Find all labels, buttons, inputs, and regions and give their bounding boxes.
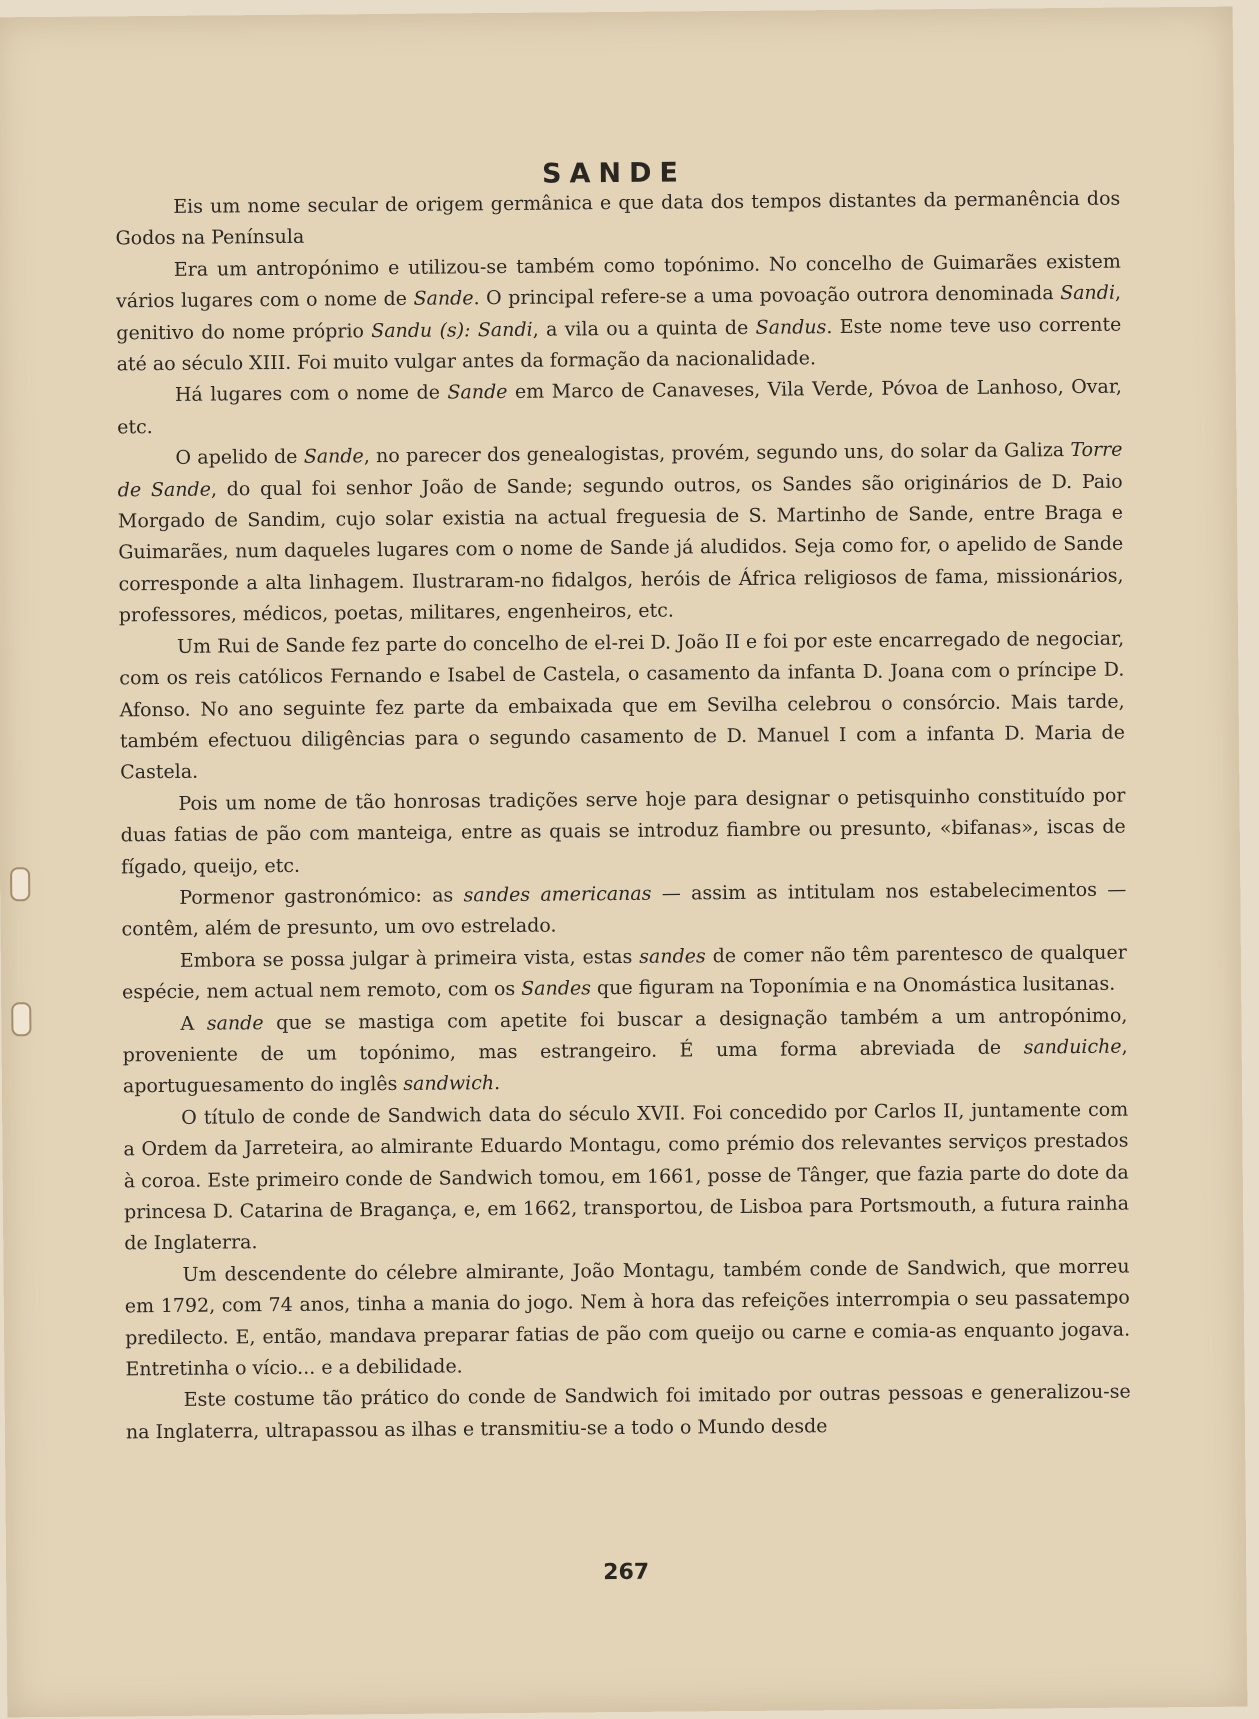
text-run: Há lugares com o nome de <box>174 381 448 407</box>
paragraph <box>115 184 1121 256</box>
italic-text: Sandes <box>521 977 592 1001</box>
text-run: O apelido de <box>175 445 304 470</box>
italic-text: sandes americanas <box>463 882 652 907</box>
article-body <box>115 184 1131 1449</box>
text-run: , a vila ou a quinta de <box>532 316 756 341</box>
text-run: Era um antropónimo e utilizou-se também como topónimo. No concelho de Guimarães existem vários lugares com o nome de <box>115 250 1121 313</box>
text-run: Pois um nome de tão honrosas tradições serve hoje para designar o petisquinho constituído por duas fatias de pão com manteiga, entre as quais se introduz fiambre ou presunto, «bifanas», iscas de fígado, queijo, etc. <box>120 784 1126 878</box>
italic-text: sandes <box>639 945 706 968</box>
page-number: 267 <box>603 1559 650 1586</box>
text-run: , aportuguesamento do inglês <box>122 1035 1128 1098</box>
italic-text: Torre de Sande <box>117 438 1123 502</box>
italic-text: Sande <box>447 381 508 404</box>
text-run: . O principal refere-se a uma povoação outrora denominada <box>473 282 1061 310</box>
binding-hole <box>10 867 30 901</box>
italic-text: sanduiche <box>1023 1035 1122 1059</box>
paragraph <box>120 780 1126 883</box>
binding-hole <box>11 1002 31 1036</box>
page-title: SANDE <box>541 157 687 190</box>
text-run: — assim as intitulam nos estabelecimentos — contêm, além de presunto, um ovo estrelado. <box>121 878 1127 941</box>
text-run: que se mastiga com apetite foi buscar a designação também a um antropónimo, proveniente de um topónimo, mas estrangeiro. É uma forma abreviada de <box>122 1004 1128 1067</box>
paragraph <box>117 435 1124 632</box>
text-run: . Este nome teve uso corrente até ao século XIII. Foi muito vulgar antes da formação da nacionalidade. <box>116 313 1122 376</box>
paragraph <box>116 246 1122 380</box>
italic-text: sandwich <box>403 1072 495 1096</box>
text-run: . <box>493 1072 501 1095</box>
italic-text: Sande <box>303 445 364 468</box>
italic-text: Sandus <box>755 315 827 339</box>
text-run: Pormenor gastronómico: as <box>179 884 464 909</box>
text-run: , no parecer dos genealogistas, provém, segundo uns, do solar da Galiza <box>363 439 1071 468</box>
paragraph <box>123 1094 1129 1260</box>
paragraph <box>124 1251 1130 1385</box>
text-run: , do qual foi senhor João de Sande; segundo outros, os Sandes são originários de D. Paio Morgado de Sandim, cujo solar existia na actual freguesia de S. Martinho de Sande, entre Braga e Guimarães, num daqueles lugares com o nome de Sande já aludidos. Seja como for, o apelido de Sande corresponde a alta linhagem. Ilustraram-no fidalgos, heróis de África religiosos de fama, missionários, professores, médicos, poetas, militares, engenheiros, etc. <box>117 470 1124 627</box>
text-run: Um Rui de Sande fez parte do concelho de el-rei D. João II e foi por este encarregado de negociar, com os reis católicos Fernando e Isabel de Castela, o casamento da infanta D. Joana com o príncipe D. Afonso. No ano seguinte fez parte da embaixada que em Sevilha celebrou o consórcio. Mais tarde, também efectuou diligências para o segundo casamento de D. Manuel I com a infanta D. Maria de Castela. <box>119 627 1125 784</box>
paragraph <box>122 1000 1128 1103</box>
paragraph <box>122 937 1128 1009</box>
text-run: de comer não têm parentesco de qualquer espécie, nem actual nem remoto, com os <box>122 941 1127 1004</box>
paragraph <box>117 372 1123 444</box>
text-run: Este costume tão prático do conde de Sandwich foi imitado por outras pessoas e generalizou-se na Inglaterra, ultrapassou as ilhas e transmitiu-se a todo o Mundo desde <box>125 1381 1131 1444</box>
text-run: Eis um nome secular de origem germânica e que data dos tempos distantes da permanência dos Godos na Península <box>115 187 1121 250</box>
italic-text: sande <box>206 1011 264 1035</box>
italic-text: Sandi <box>1060 281 1116 305</box>
text-run: , genitivo do nome próprio <box>116 281 1122 344</box>
paragraph <box>126 1377 1132 1449</box>
text-run: O título de conde de Sandwich data do século XVII. Foi concedido por Carlos II, juntamente com a Ordem da Jarreteira, ao almirante Eduardo Montagu, como prémio dos relevantes serviços prestados à coroa. Este primeiro conde de Sandwich tomou, em 1661, posse de Tânger, que fazia parte do dote da princesa D. Catarina de Bragança, e, em 1662, transportou, de Lisboa para Portsmouth, a futura rainha de Inglaterra. <box>123 1098 1130 1255</box>
paragraph <box>119 623 1125 789</box>
text-run: em Marco de Canaveses, Vila Verde, Póvoa de Lanhoso, Ovar, etc. <box>117 376 1122 439</box>
text-run: Embora se possa julgar à primeira vista, estas <box>179 945 640 972</box>
italic-text: Sandu (s): Sandi <box>371 318 533 342</box>
text-run: que figuram na Toponímia e na Onomástica lusitanas. <box>590 972 1116 1000</box>
document-page <box>0 7 1247 1718</box>
text-run: A <box>180 1012 207 1035</box>
paragraph <box>121 875 1127 947</box>
italic-text: Sande <box>413 287 474 310</box>
text-run: Um descendente do célebre almirante, João Montagu, também conde de Sandwich, que morreu em 1792, com 74 anos, tinha a mania do jogo. Nem à hora das refeições interrompia o seu passatempo predilecto. E, então, mandava preparar fatias de pão com queijo ou carne e comia-as enquanto jogava. Entretinha o vício... e a debilidade. <box>124 1255 1131 1381</box>
